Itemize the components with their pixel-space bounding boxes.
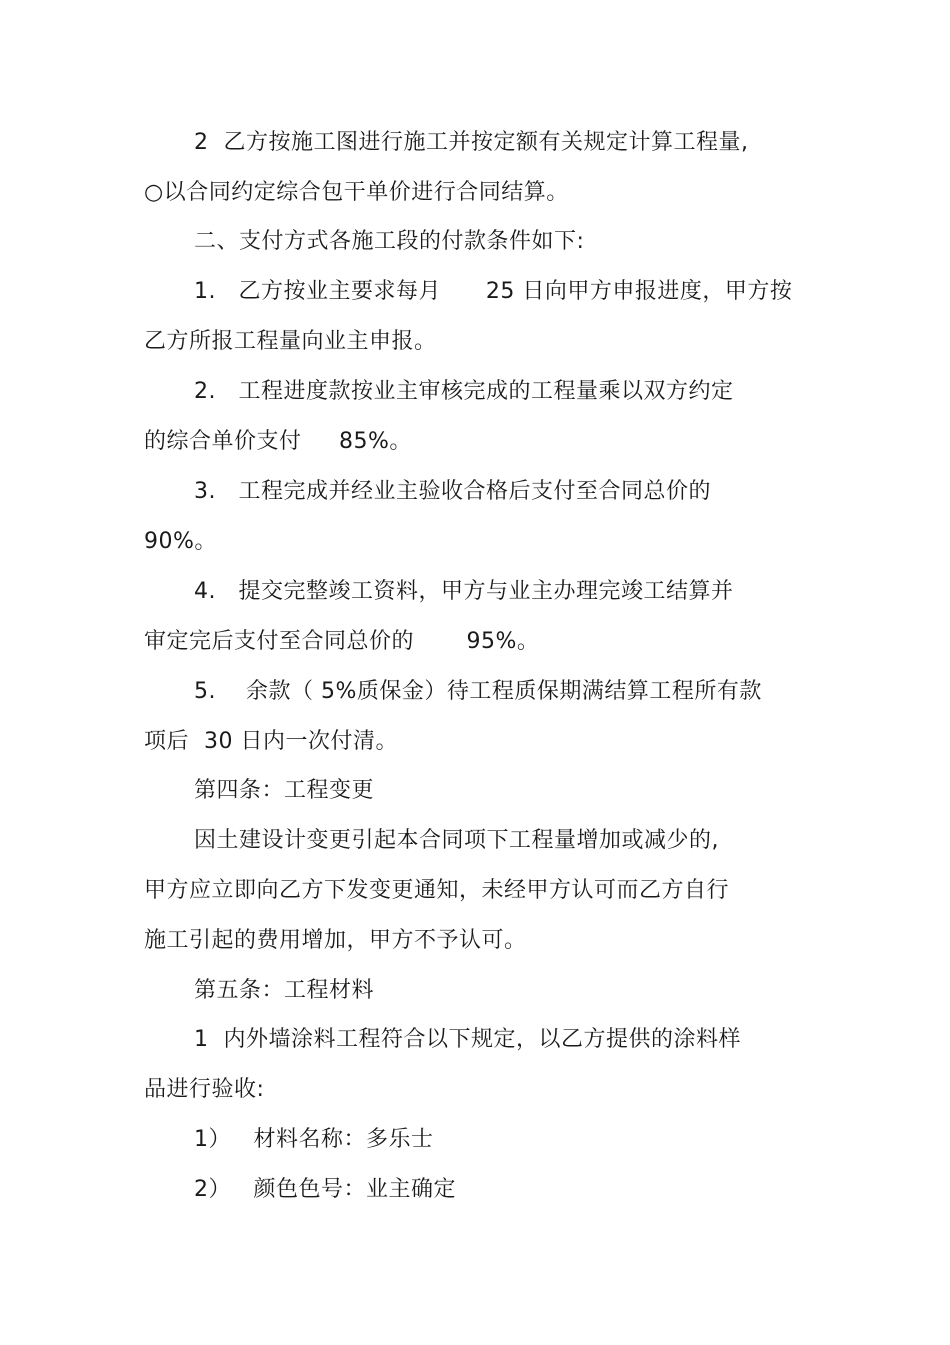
material-name-line: 1） 材料名称：多乐士 — [194, 1127, 434, 1152]
payment-item-4-line-1: 4. 提交完整竣工资料，甲方与业主办理完竣工结算并 — [194, 579, 734, 604]
article-5-heading: 第五条：工程材料 — [194, 978, 375, 1003]
payment-item-1-line-1: 1. 乙方按业主要求每月 25 日向甲方申报进度，甲方按 — [194, 279, 793, 304]
payment-item-1-line-2: 乙方所报工程量向业主申报。 — [144, 329, 437, 354]
article-4-line-2: 甲方应立即向乙方下发变更通知，未经甲方认可而乙方自行 — [144, 878, 730, 903]
article-5-item-1-line-1: 1 内外墙涂料工程符合以下规定，以乙方提供的涂料样 — [194, 1027, 741, 1052]
payment-item-2-line-1: 2. 工程进度款按业主审核完成的工程量乘以双方约定 — [194, 379, 734, 404]
clause-2-line-1: 2 乙方按施工图进行施工并按定额有关规定计算工程量, — [194, 130, 749, 155]
payment-item-4-line-2: 审定完后支付至合同总价的 95%。 — [144, 629, 540, 654]
payment-item-3-line-2: 90%。 — [144, 529, 217, 554]
payment-item-2-line-2: 的综合单价支付 85%。 — [144, 429, 412, 454]
section-payment-heading: 二、支付方式各施工段的付款条件如下: — [194, 229, 585, 254]
article-4-line-3: 施工引起的费用增加，甲方不予认可。 — [144, 928, 527, 953]
article-5-item-1-line-2: 品进行验收: — [144, 1077, 265, 1102]
article-4-heading: 第四条：工程变更 — [194, 778, 375, 803]
payment-item-5-line-2: 项后 30 日内一次付清。 — [144, 729, 398, 754]
article-4-line-1: 因土建设计变更引起本合同项下工程量增加或减少的, — [194, 828, 719, 853]
color-code-line: 2） 颜色色号：业主确定 — [194, 1177, 456, 1202]
clause-2-line-2: ○以合同约定综合包干单价进行合同结算。 — [144, 180, 569, 205]
payment-item-3-line-1: 3. 工程完成并经业主验收合格后支付至合同总价的 — [194, 479, 711, 504]
payment-item-5-line-1: 5. 余款（ 5%质保金）待工程质保期满结算工程所有款 — [194, 679, 762, 704]
